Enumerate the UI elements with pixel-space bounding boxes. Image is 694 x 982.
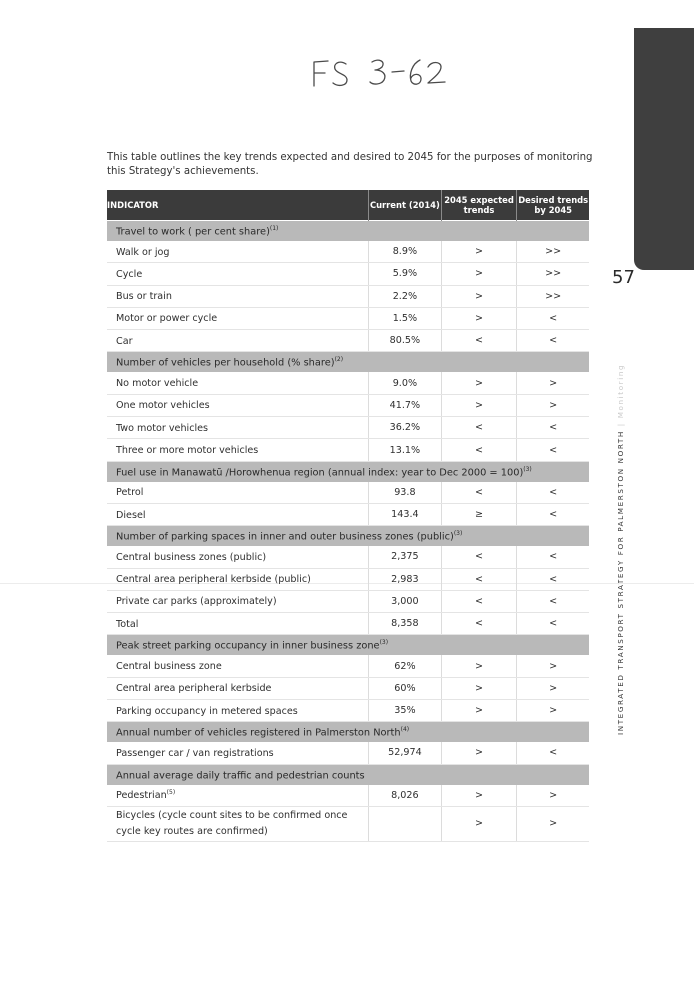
expected-trend-text: <: [475, 335, 484, 347]
indicator-cell: [107, 394, 369, 416]
expected-trend-text: >: [475, 705, 484, 717]
intro-paragraph: This table outlines the key trends expected and desired to 2045 for the purposes of monitoring this Strategy's achievements.: [107, 152, 593, 177]
desired-trend-text: >: [549, 705, 558, 717]
section-title: Travel to work ( per cent share): [116, 226, 270, 238]
indicators-table: [107, 190, 589, 842]
current-value-cell: [369, 439, 442, 461]
current-value-cell: [369, 285, 442, 307]
current-value-text: 143.4: [391, 509, 419, 521]
table-row: [107, 417, 589, 439]
expected-trend-cell: [441, 482, 517, 504]
expected-trend-cell: [441, 394, 517, 416]
section-title: Annual number of vehicles registered in Palmerston North: [116, 727, 401, 739]
desired-trend-cell: [517, 307, 589, 329]
section-header-row: [107, 221, 589, 242]
desired-trend-cell: [517, 241, 589, 263]
expected-trend-text: >: [475, 290, 484, 302]
desired-trend-text: >: [549, 789, 558, 801]
desired-trend-text: >: [549, 682, 558, 694]
table-header-row: [107, 190, 589, 221]
current-value-text: 62%: [394, 660, 416, 672]
table-row: [107, 503, 589, 525]
expected-trend-cell: [441, 806, 517, 841]
expected-trend-text: <: [475, 444, 484, 456]
current-value-cell: [369, 482, 442, 504]
current-value-text: 2,983: [391, 573, 419, 585]
current-value-cell: [369, 417, 442, 439]
current-value-cell: [369, 785, 442, 807]
expected-trend-cell: [441, 655, 517, 677]
indicator-text: One motor vehicles: [116, 400, 210, 412]
current-value-text: 35%: [394, 705, 416, 717]
current-value-cell: [369, 307, 442, 329]
current-value-cell: [369, 806, 442, 841]
header-desired: [517, 190, 589, 221]
header-desired-line1: Desired trends: [518, 195, 589, 205]
section-header-row: [107, 722, 589, 743]
header-expected-line2: trends: [463, 205, 495, 215]
table-row: [107, 372, 589, 394]
current-value-cell: [369, 330, 442, 352]
expected-trend-cell: [441, 285, 517, 307]
expected-trend-cell: [441, 503, 517, 525]
header-indicator: INDICATOR: [107, 190, 369, 221]
indicator-text: Parking occupancy in metered spaces: [116, 705, 298, 717]
current-value-cell: [369, 677, 442, 699]
expected-trend-text: >: [475, 682, 484, 694]
desired-trend-cell: [517, 285, 589, 307]
desired-trend-text: <: [549, 551, 558, 563]
desired-trend-cell: [517, 677, 589, 699]
section-title-cell: [107, 221, 589, 242]
expected-trend-text: >: [475, 818, 484, 830]
section-header-row: [107, 461, 589, 482]
current-value-cell: [369, 655, 442, 677]
desired-trend-cell: [517, 613, 589, 635]
desired-trend-text: <: [549, 422, 558, 434]
current-value-text: 13.1%: [389, 444, 421, 456]
table-row: [107, 655, 589, 677]
desired-trend-text: >: [549, 818, 558, 830]
desired-trend-cell: [517, 546, 589, 568]
current-value-text: 80.5%: [389, 335, 421, 347]
current-value-cell: [369, 503, 442, 525]
indicator-cell: [107, 503, 369, 525]
current-value-text: 1.5%: [392, 313, 418, 325]
expected-trend-text: >: [475, 268, 484, 280]
desired-trend-text: >>: [545, 290, 562, 302]
indicator-text: Petrol: [116, 487, 144, 499]
desired-trend-cell: [517, 806, 589, 841]
indicator-text: Total: [116, 618, 139, 630]
expected-trend-cell: [441, 372, 517, 394]
desired-trend-text: <: [549, 335, 558, 347]
expected-trend-cell: [441, 742, 517, 764]
header-current: Current (2014): [369, 190, 442, 221]
desired-trend-text: <: [549, 596, 558, 607]
desired-trend-cell: [517, 503, 589, 525]
table-row: [107, 590, 589, 612]
indicator-cell: [107, 568, 369, 590]
section-footnote-ref: (3): [453, 530, 463, 538]
section-footnote-ref: (4): [400, 726, 410, 734]
table-row: [107, 546, 589, 568]
desired-trend-cell: [517, 263, 589, 285]
expected-trend-cell: [441, 785, 517, 807]
table-row: [107, 742, 589, 764]
desired-trend-cell: [517, 568, 589, 590]
table-row: [107, 482, 589, 504]
expected-trend-text: <: [475, 618, 484, 630]
section-header-row: [107, 352, 589, 373]
expected-trend-cell: [441, 439, 517, 461]
table-row: [107, 285, 589, 307]
current-value-cell: [369, 394, 442, 416]
desired-trend-text: >: [549, 399, 558, 411]
expected-trend-cell: [441, 613, 517, 635]
current-value-text: 2,375: [391, 551, 419, 563]
expected-trend-cell: [441, 417, 517, 439]
desired-trend-cell: [517, 394, 589, 416]
indicator-text: Central area peripheral kerbside (public): [116, 574, 311, 586]
indicator-cell: [107, 700, 369, 722]
current-value-cell: [369, 372, 442, 394]
desired-trend-cell: [517, 742, 589, 764]
expected-trend-text: <: [475, 551, 484, 563]
expected-trend-text: >: [475, 246, 484, 258]
section-title: Monitoring: [616, 363, 625, 419]
current-value-text: 3,000: [391, 596, 419, 607]
indicator-text: Pedestrian: [116, 790, 167, 802]
expected-trend-cell: [441, 677, 517, 699]
expected-trend-text: >: [475, 399, 484, 411]
current-value-text: 2.2%: [392, 290, 418, 302]
indicator-cell: [107, 417, 369, 439]
section-title: Annual average daily traffic and pedestrian counts: [116, 769, 365, 781]
expected-trend-cell: [441, 307, 517, 329]
desired-trend-text: <: [549, 444, 558, 456]
expected-trend-text: <: [475, 422, 484, 434]
indicator-text: Central business zone: [116, 661, 222, 673]
indicator-cell: [107, 677, 369, 699]
section-title-cell: [107, 461, 589, 482]
section-header-row: [107, 526, 589, 547]
indicator-text: Motor or power cycle: [116, 313, 218, 325]
indicator-cell: [107, 241, 369, 263]
current-value-cell: [369, 590, 442, 612]
section-footnote-ref: (3): [379, 639, 389, 647]
desired-trend-text: <: [549, 747, 558, 759]
desired-trend-text: <: [549, 573, 558, 585]
expected-trend-text: <: [475, 596, 484, 607]
expected-trend-text: <: [475, 486, 484, 498]
header-expected-line1: 2045 expected: [444, 195, 514, 205]
current-value-text: 41.7%: [389, 399, 421, 411]
desired-trend-cell: [517, 655, 589, 677]
indicator-cell: [107, 546, 369, 568]
section-title-cell: [107, 635, 589, 656]
current-value-cell: [369, 241, 442, 263]
current-value-text: 5.9%: [392, 268, 418, 280]
section-title-cell: [107, 352, 589, 373]
desired-trend-text: <: [549, 313, 558, 325]
desired-trend-text: <: [549, 486, 558, 498]
expected-trend-cell: [441, 241, 517, 263]
expected-trend-cell: [441, 568, 517, 590]
desired-trend-cell: [517, 700, 589, 722]
section-footnote-ref: (1): [269, 224, 279, 232]
section-header-row: [107, 764, 589, 785]
table-row: [107, 307, 589, 329]
section-title: Peak street parking occupancy in inner business zone: [116, 640, 380, 652]
indicator-text: Passenger car / van registrations: [116, 748, 274, 760]
header-desired-line2: by 2045: [534, 205, 573, 215]
indicator-cell: [107, 655, 369, 677]
indicator-cell: [107, 372, 369, 394]
current-value-cell: [369, 263, 442, 285]
expected-trend-cell: [441, 590, 517, 612]
indicator-text: No motor vehicle: [116, 378, 199, 390]
expected-trend-text: ≥: [475, 509, 484, 521]
expected-trend-cell: [441, 263, 517, 285]
expected-trend-text: >: [475, 747, 484, 759]
expected-trend-text: >: [475, 377, 484, 389]
current-value-text: 9.0%: [392, 377, 418, 389]
desired-trend-text: <: [549, 509, 558, 521]
desired-trend-cell: [517, 417, 589, 439]
current-value-text: 52,974: [388, 747, 422, 759]
indicator-cell: [107, 806, 369, 841]
expected-trend-text: >: [475, 313, 484, 325]
indicator-cell: [107, 742, 369, 764]
indicator-text: Cycle: [116, 269, 143, 281]
desired-trend-cell: [517, 590, 589, 612]
indicator-cell: [107, 590, 369, 612]
desired-trend-cell: [517, 482, 589, 504]
current-value-cell: [369, 546, 442, 568]
handwritten-annotation: [300, 52, 460, 96]
table-row: [107, 806, 589, 841]
section-title-cell: [107, 526, 589, 547]
indicator-text: Car: [116, 335, 133, 347]
section-title-cell: [107, 722, 589, 743]
chapter-tab: [634, 28, 694, 270]
table-row: [107, 439, 589, 461]
section-header-row: [107, 635, 589, 656]
expected-trend-cell: [441, 546, 517, 568]
desired-trend-cell: [517, 785, 589, 807]
indicator-text: Bus or train: [116, 291, 172, 303]
header-expected: [441, 190, 517, 221]
indicator-text: Diesel: [116, 509, 146, 521]
desired-trend-text: >>: [545, 246, 562, 258]
indicator-text: Central area peripheral kerbside: [116, 683, 272, 695]
current-value-cell: [369, 613, 442, 635]
indicator-cell: [107, 330, 369, 352]
section-footnote-ref: (3): [523, 465, 532, 473]
table-row: [107, 568, 589, 590]
indicator-text: Private car parks (approximately): [116, 596, 277, 608]
table-row: [107, 263, 589, 285]
expected-trend-text: >: [475, 660, 484, 672]
expected-trend-text: >: [475, 789, 484, 801]
table-row: [107, 677, 589, 699]
current-value-text: 60%: [394, 682, 416, 694]
page-number: 57: [612, 267, 635, 288]
table-row: [107, 241, 589, 263]
section-title: Number of vehicles per household (% share): [116, 357, 335, 369]
indicator-text: Three or more motor vehicles: [116, 445, 259, 457]
expected-trend-text: <: [475, 573, 484, 585]
section-title: Number of parking spaces in inner and outer business zones (public): [116, 531, 454, 543]
indicator-cell: [107, 482, 369, 504]
section-footnote-ref: (2): [334, 356, 344, 364]
table-row: [107, 785, 589, 807]
section-title: Fuel use in Manawatū /Horowhenua region (annual index: year to Dec 2000 = 100): [116, 466, 524, 478]
current-value-text: 8,026: [391, 789, 419, 801]
current-value-text: 8.9%: [392, 246, 418, 258]
desired-trend-text: >: [549, 377, 558, 389]
indicator-cell: [107, 307, 369, 329]
current-value-cell: [369, 742, 442, 764]
current-value-text: 93.8: [394, 486, 416, 498]
title-separator: |: [616, 422, 625, 427]
table-body: [107, 221, 589, 842]
indicator-text: Central business zones (public): [116, 552, 267, 563]
indicator-cell: [107, 785, 369, 807]
expected-trend-cell: [441, 330, 517, 352]
indicator-cell: [107, 613, 369, 635]
indicator-text: Two motor vehicles: [116, 422, 209, 434]
current-value-cell: [369, 700, 442, 722]
current-value-text: 8,358: [391, 618, 419, 630]
desired-trend-cell: [517, 439, 589, 461]
desired-trend-text: >: [549, 660, 558, 672]
row-footnote-ref: (5): [166, 789, 176, 797]
current-value-text: 36.2%: [389, 422, 421, 434]
current-value-cell: [369, 568, 442, 590]
indicator-text: Walk or jog: [116, 246, 170, 258]
table-row: [107, 613, 589, 635]
indicator-cell: [107, 263, 369, 285]
indicator-cell: [107, 285, 369, 307]
table-row: [107, 330, 589, 352]
table-row: [107, 394, 589, 416]
desired-trend-text: <: [549, 618, 558, 630]
desired-trend-text: >>: [545, 268, 562, 280]
sidebar-running-title: [616, 364, 625, 735]
expected-trend-cell: [441, 700, 517, 722]
section-title-cell: [107, 764, 589, 785]
desired-trend-cell: [517, 330, 589, 352]
indicator-text: Bicycles (cycle count sites to be confirmed once cycle key routes are confirmed): [116, 810, 348, 838]
desired-trend-cell: [517, 372, 589, 394]
table-row: [107, 700, 589, 722]
indicator-cell: [107, 439, 369, 461]
